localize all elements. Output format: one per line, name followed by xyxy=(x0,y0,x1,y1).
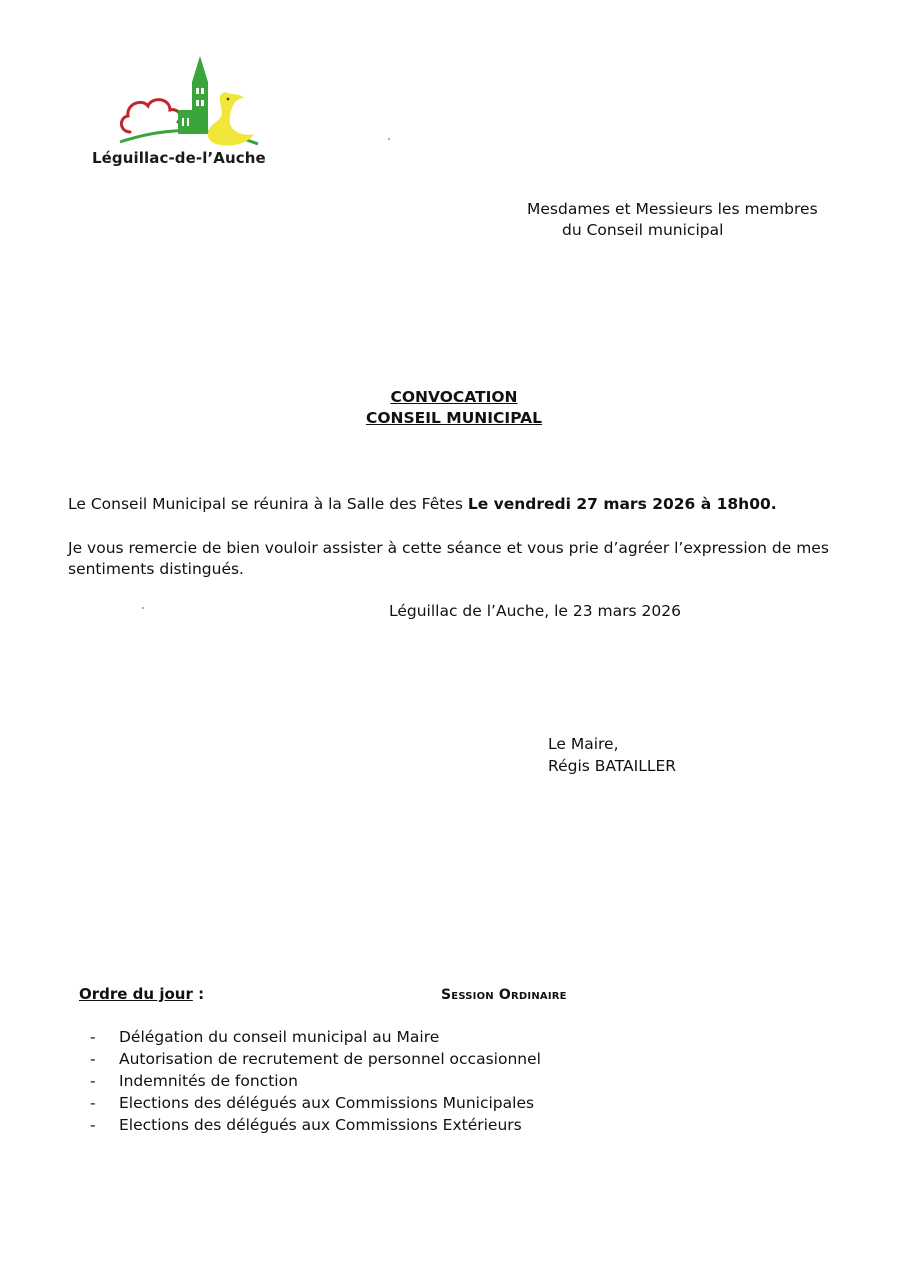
title-line-1: CONVOCATION xyxy=(390,388,518,406)
document-title xyxy=(0,387,900,429)
agenda-heading-colon: : xyxy=(192,985,205,1003)
bullet-dash: - xyxy=(90,1094,96,1112)
agenda-item xyxy=(90,1114,541,1136)
agenda-item xyxy=(90,1092,541,1114)
agenda-item-text: Délégation du conseil municipal au Maire xyxy=(119,1028,440,1046)
agenda-item-text: Autorisation de recrutement de personnel occasionnel xyxy=(119,1050,541,1068)
agenda-item-text: Elections des délégués aux Commissions Municipales xyxy=(119,1094,535,1112)
agenda-item-text: Elections des délégués aux Commissions Extérieurs xyxy=(119,1116,522,1134)
bullet-dash: - xyxy=(90,1072,96,1090)
signature-block xyxy=(548,733,676,777)
scan-speck xyxy=(142,607,144,609)
church-tower xyxy=(192,82,208,134)
scan-speck xyxy=(388,138,390,140)
cloud-shape xyxy=(121,100,180,132)
goose-shape xyxy=(208,92,254,145)
meeting-date-time: Le vendredi 27 mars 2026 à 18h00. xyxy=(467,495,777,513)
agenda-item-text: Indemnités de fonction xyxy=(119,1072,298,1090)
closing-paragraph: Je vous remercie de bien vouloir assister à cette séance et vous prie d’agréer l’expression de mes sentiments distingués. xyxy=(68,539,829,578)
bullet-dash: - xyxy=(90,1050,96,1068)
agenda-list xyxy=(90,1026,541,1136)
session-type: Session Ordinaire xyxy=(441,987,567,1003)
signatory-name: Régis BATAILLER xyxy=(548,757,677,775)
agenda-item xyxy=(90,1026,541,1048)
agenda-heading xyxy=(79,985,204,1003)
agenda-item xyxy=(90,1048,541,1070)
place-and-date: Léguillac de l’Auche, le 23 mars 2026 xyxy=(389,602,681,620)
bullet-dash: - xyxy=(90,1028,96,1046)
announcement-text: Le Conseil Municipal se réunira à la Salle des Fêtes xyxy=(68,495,468,513)
signatory-role: Le Maire, xyxy=(548,735,619,753)
recipient-block xyxy=(527,199,818,241)
bullet-dash: - xyxy=(90,1116,96,1134)
agenda-item xyxy=(90,1070,541,1092)
recipient-line-1: Mesdames et Messieurs les membres xyxy=(527,200,818,218)
agenda-heading-text: Ordre du jour xyxy=(79,985,193,1003)
church-spire xyxy=(192,56,208,82)
recipient-line-2: du Conseil municipal xyxy=(562,221,724,239)
town-logo xyxy=(112,52,272,152)
church-nave xyxy=(178,110,194,134)
meeting-announcement xyxy=(68,494,777,515)
town-name: Léguillac-de-l’Auche xyxy=(92,149,266,167)
title-line-2: CONSEIL MUNICIPAL xyxy=(365,409,543,427)
